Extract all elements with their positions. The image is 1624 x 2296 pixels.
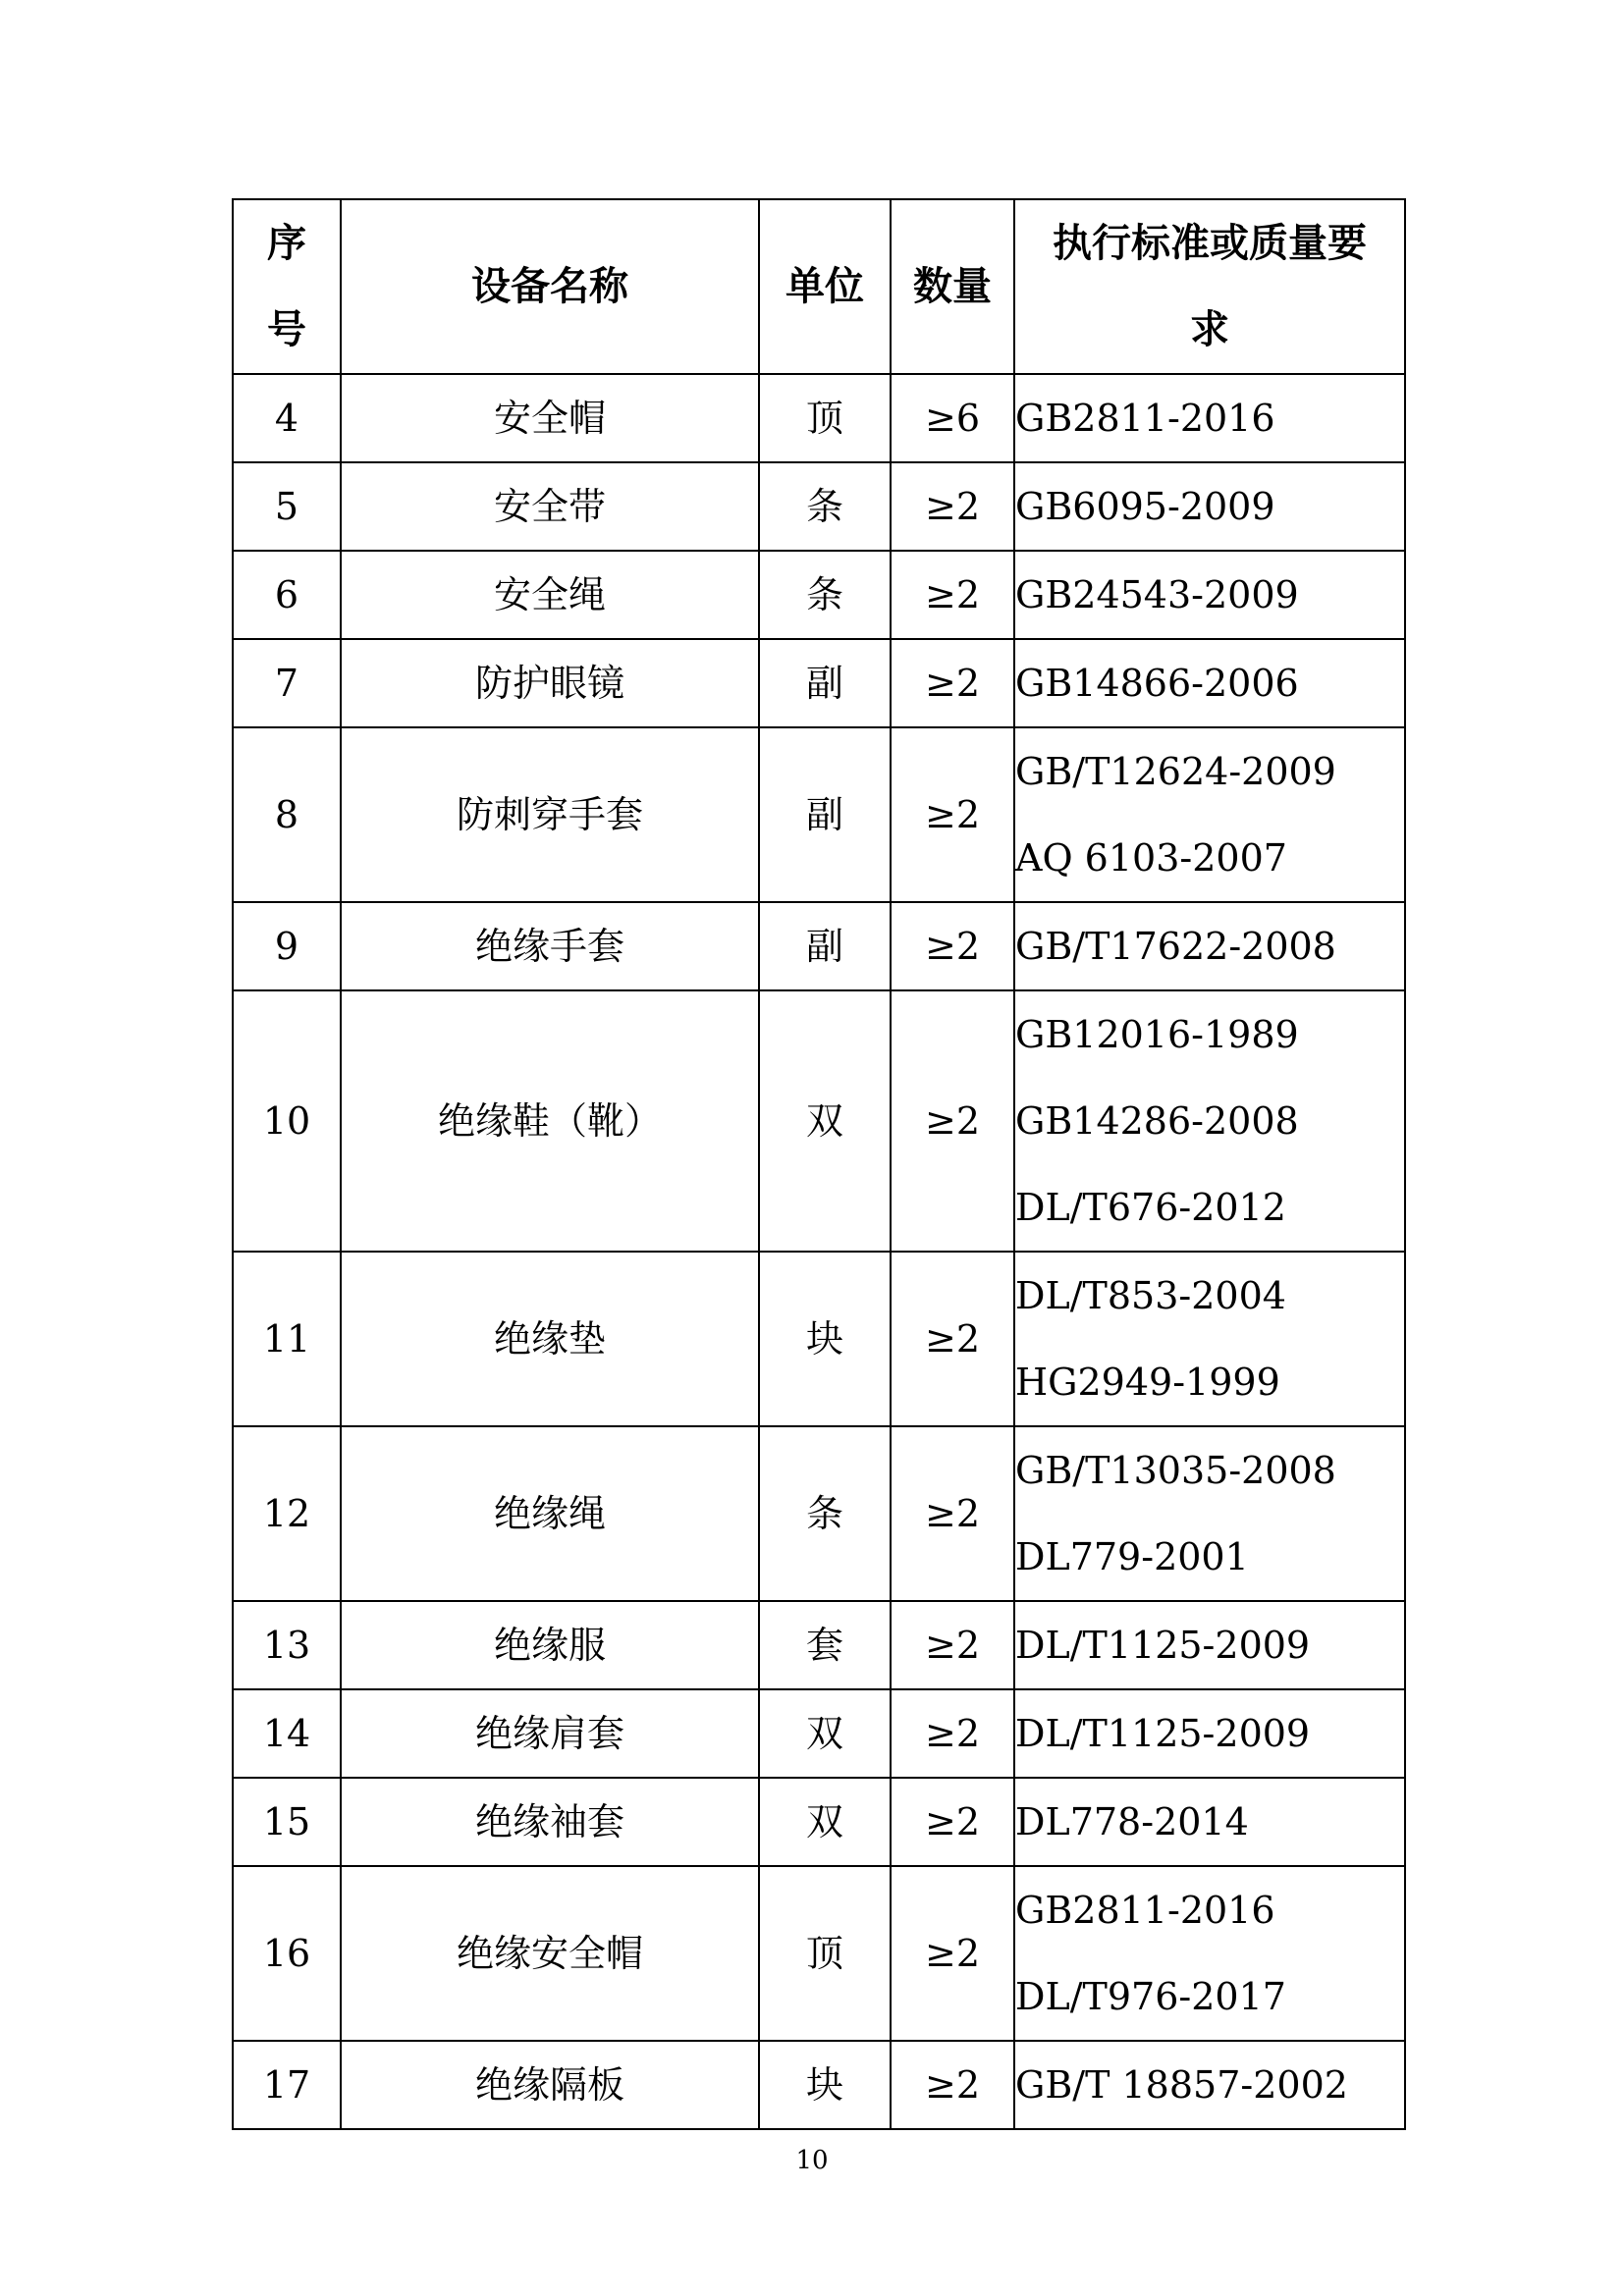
table-row: [233, 551, 1405, 639]
cell-unit: 副: [759, 902, 891, 990]
cell-qty: ≥2: [891, 1252, 1014, 1426]
cell-unit: 顶: [759, 1866, 891, 2041]
cell-name: 安全帽: [341, 374, 759, 462]
cell-unit: 套: [759, 1601, 891, 1689]
cell-qty: ≥2: [891, 902, 1014, 990]
table-row: [233, 1252, 1405, 1426]
std-line: DL/T976-2017: [1015, 1975, 1286, 2018]
cell-no: 13: [233, 1601, 341, 1689]
cell-qty: ≥2: [891, 639, 1014, 727]
std-line: DL/T853-2004: [1015, 1274, 1286, 1317]
std-line: GB2811-2016: [1015, 1889, 1275, 1932]
cell-std: [1014, 990, 1405, 1252]
cell-unit: 顶: [759, 374, 891, 462]
std-line: GB12016-1989: [1015, 1013, 1299, 1056]
std-line: GB14866-2006: [1015, 662, 1299, 705]
cell-no: 9: [233, 902, 341, 990]
cell-std: [1014, 1426, 1405, 1601]
cell-no: 14: [233, 1689, 341, 1778]
cell-std: [1014, 2041, 1405, 2129]
cell-no: 17: [233, 2041, 341, 2129]
table-row: [233, 1689, 1405, 1778]
cell-no: 5: [233, 462, 341, 551]
cell-std: [1014, 1252, 1405, 1426]
header-qty: 数量: [891, 199, 1014, 374]
table-row: [233, 2041, 1405, 2129]
cell-name: 绝缘鞋（靴）: [341, 990, 759, 1252]
header-no: 序 号: [233, 199, 341, 374]
cell-std: [1014, 551, 1405, 639]
cell-name: 防刺穿手套: [341, 727, 759, 902]
cell-std: [1014, 1689, 1405, 1778]
cell-no: 6: [233, 551, 341, 639]
table-row: [233, 902, 1405, 990]
std-line: DL/T1125-2009: [1015, 1712, 1311, 1755]
cell-qty: ≥2: [891, 1426, 1014, 1601]
cell-no: 11: [233, 1252, 341, 1426]
cell-name: 绝缘手套: [341, 902, 759, 990]
cell-no: 12: [233, 1426, 341, 1601]
cell-qty: ≥2: [891, 2041, 1014, 2129]
cell-name: 绝缘肩套: [341, 1689, 759, 1778]
header-std: 执行标准或质量要 求: [1014, 199, 1405, 374]
cell-name: 安全带: [341, 462, 759, 551]
table-row: [233, 462, 1405, 551]
cell-qty: ≥2: [891, 1601, 1014, 1689]
cell-qty: ≥2: [891, 462, 1014, 551]
cell-name: 绝缘安全帽: [341, 1866, 759, 2041]
cell-name: 绝缘垫: [341, 1252, 759, 1426]
cell-no: 8: [233, 727, 341, 902]
cell-qty: ≥2: [891, 1778, 1014, 1866]
std-line: GB/T12624-2009: [1015, 750, 1336, 793]
std-line: GB/T 18857-2002: [1015, 2063, 1348, 2107]
cell-unit: 双: [759, 990, 891, 1252]
table-row: [233, 1778, 1405, 1866]
std-line: HG2949-1999: [1015, 1361, 1280, 1404]
cell-name: 防护眼镜: [341, 639, 759, 727]
cell-std: [1014, 1601, 1405, 1689]
cell-std: [1014, 639, 1405, 727]
header-unit: 单位: [759, 199, 891, 374]
table-row: [233, 1426, 1405, 1601]
cell-qty: ≥2: [891, 1689, 1014, 1778]
table-row: [233, 374, 1405, 462]
page-number: 10: [795, 2146, 829, 2175]
cell-unit: 副: [759, 727, 891, 902]
cell-qty: ≥2: [891, 551, 1014, 639]
std-line: GB/T17622-2008: [1015, 925, 1336, 968]
cell-unit: 双: [759, 1689, 891, 1778]
cell-std: [1014, 727, 1405, 902]
table-row: [233, 1866, 1405, 2041]
cell-no: 16: [233, 1866, 341, 2041]
std-line: DL/T676-2012: [1015, 1186, 1286, 1229]
equipment-table: [232, 198, 1406, 2130]
std-line: DL778-2014: [1015, 1800, 1249, 1843]
std-line: AQ 6103-2007: [1015, 836, 1287, 880]
cell-std: [1014, 462, 1405, 551]
cell-name: 绝缘服: [341, 1601, 759, 1689]
std-line: DL779-2001: [1015, 1535, 1249, 1578]
cell-std: [1014, 374, 1405, 462]
header-name: 设备名称: [341, 199, 759, 374]
cell-qty: ≥2: [891, 727, 1014, 902]
std-line: DL/T1125-2009: [1015, 1624, 1311, 1667]
cell-unit: 条: [759, 1426, 891, 1601]
table-row: [233, 990, 1405, 1252]
cell-name: 绝缘袖套: [341, 1778, 759, 1866]
cell-unit: 块: [759, 2041, 891, 2129]
std-line: GB/T13035-2008: [1015, 1449, 1336, 1492]
cell-no: 15: [233, 1778, 341, 1866]
cell-unit: 条: [759, 462, 891, 551]
cell-unit: 块: [759, 1252, 891, 1426]
cell-unit: 条: [759, 551, 891, 639]
cell-unit: 双: [759, 1778, 891, 1866]
std-line: GB2811-2016: [1015, 397, 1275, 440]
cell-std: [1014, 1778, 1405, 1866]
cell-name: 安全绳: [341, 551, 759, 639]
table-header-row: [233, 199, 1405, 374]
cell-qty: ≥6: [891, 374, 1014, 462]
cell-no: 7: [233, 639, 341, 727]
cell-qty: ≥2: [891, 990, 1014, 1252]
std-line: GB24543-2009: [1015, 573, 1299, 616]
table-body: [233, 374, 1405, 2129]
cell-no: 10: [233, 990, 341, 1252]
cell-std: [1014, 1866, 1405, 2041]
cell-std: [1014, 902, 1405, 990]
cell-no: 4: [233, 374, 341, 462]
cell-unit: 副: [759, 639, 891, 727]
table-row: [233, 727, 1405, 902]
table-row: [233, 639, 1405, 727]
cell-name: 绝缘隔板: [341, 2041, 759, 2129]
std-line: GB6095-2009: [1015, 485, 1275, 528]
cell-qty: ≥2: [891, 1866, 1014, 2041]
std-line: GB14286-2008: [1015, 1099, 1299, 1143]
cell-name: 绝缘绳: [341, 1426, 759, 1601]
table-row: [233, 1601, 1405, 1689]
